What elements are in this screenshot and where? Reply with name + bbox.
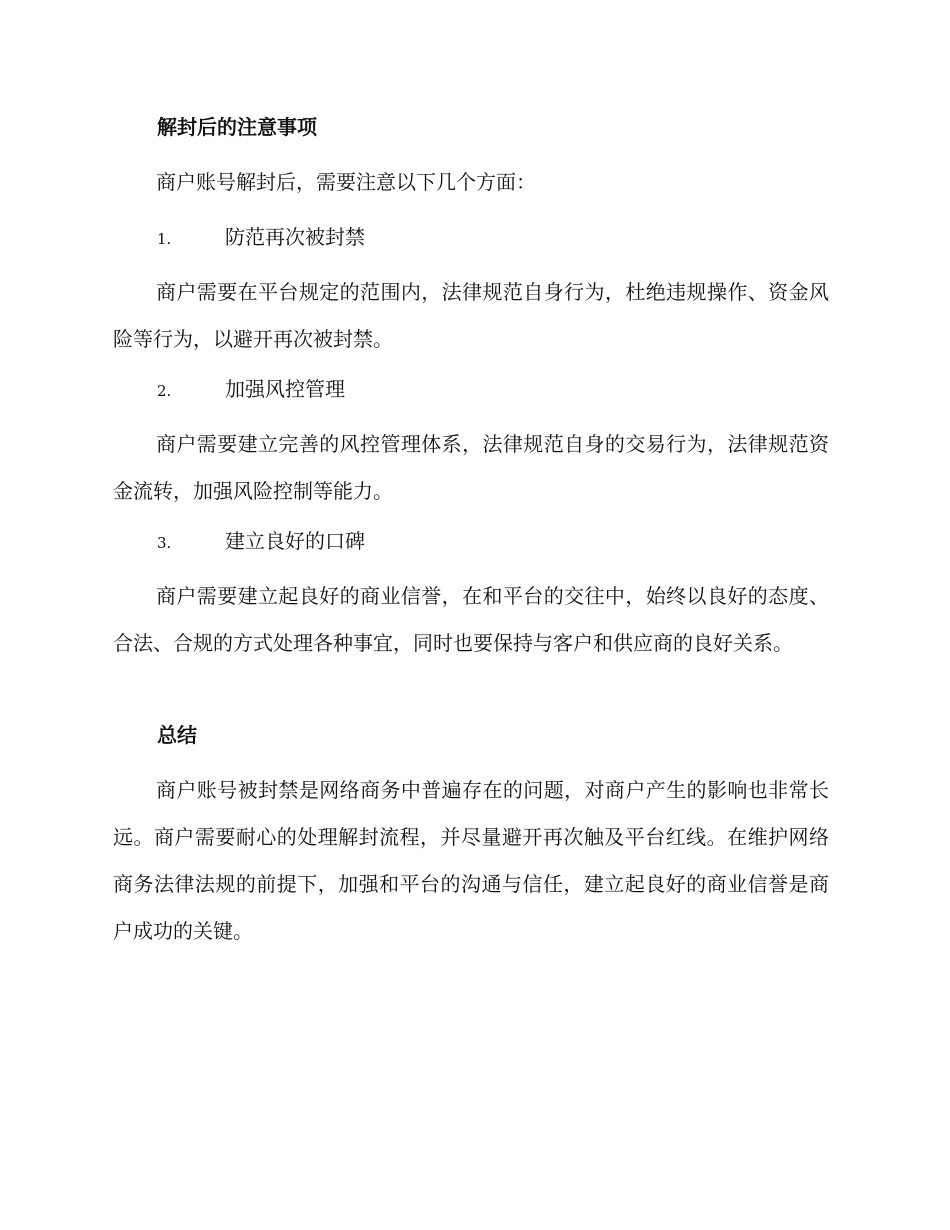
list-item-heading-1 <box>157 224 365 252</box>
summary-paragraph: 商户账号被封禁是网络商务中普遍存在的问题，对商户产生的影响也非常长远。商户需要耐心的处理解封流程，并尽量避开再次触及平台红线。在维护网络商务法律法规的前提下，加强和平台的沟通与信任，建立起良好的商业信誉是商户成功的关键。 <box>113 778 829 943</box>
list-item-title: 加强风控管理 <box>225 377 345 401</box>
list-number: 3. <box>157 534 172 552</box>
section-heading-summary: 总结 <box>157 723 197 747</box>
list-item-heading-2 <box>157 376 345 404</box>
list-number: 1. <box>157 230 172 248</box>
section-heading-after-unban: 解封后的注意事项 <box>157 115 317 139</box>
list-item-body-paragraph: 商户需要在平台规定的范围内，法律规范自身行为，杜绝违规操作、资金风险等行为，以避开再次被封禁。 <box>113 280 829 351</box>
section-intro-paragraph: 商户账号解封后，需要注意以下几个方面： <box>156 170 536 194</box>
list-item-heading-3 <box>157 528 365 556</box>
list-item-body-paragraph: 商户需要建立起良好的商业信誉，在和平台的交往中，始终以良好的态度、合法、合规的方式处理各种事宜，同时也要保持与客户和供应商的良好关系。 <box>113 584 829 655</box>
list-number: 2. <box>157 382 172 400</box>
list-item-title: 建立良好的口碑 <box>225 529 365 553</box>
list-item-body-paragraph: 商户需要建立完善的风控管理体系，法律规范自身的交易行为，法律规范资金流转，加强风险控制等能力。 <box>113 432 829 503</box>
list-item-title: 防范再次被封禁 <box>225 225 365 249</box>
